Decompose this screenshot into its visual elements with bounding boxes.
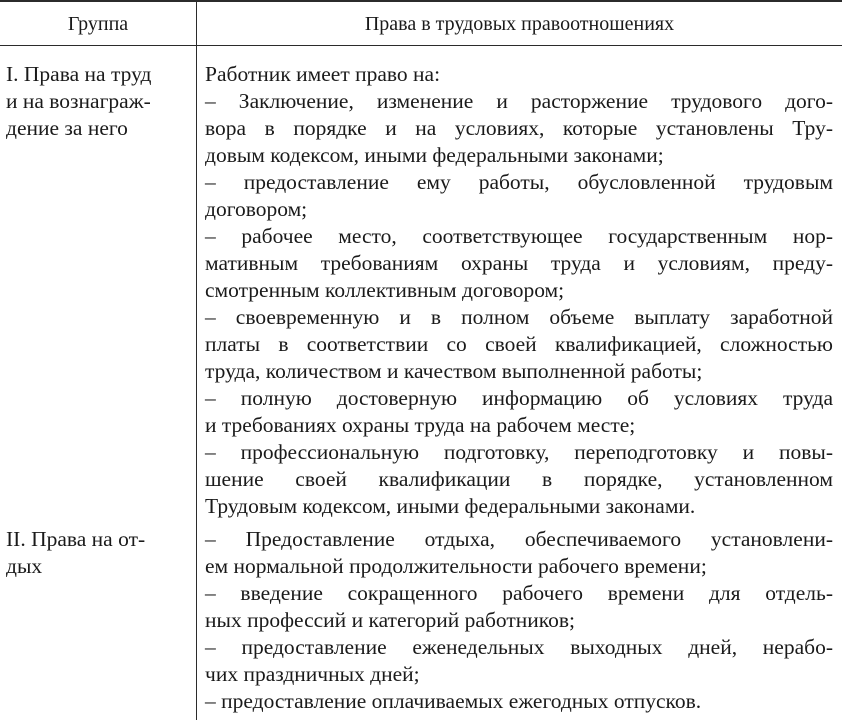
rights-line: – профессиональную подготовку, переподготовку и повы-	[205, 440, 833, 464]
rights-line: – Заключение, изменение и расторжение трудового дого-	[205, 89, 833, 113]
rights-line: – рабочее место, соответствующее государственным нор-	[205, 224, 833, 248]
rights-line: вора в порядке и на условиях, которые установлены Тру-	[205, 116, 833, 140]
table-top-border	[0, 0, 842, 2]
column-header-group: Группа	[67, 12, 129, 35]
rights-line: – введение сокращенного рабочего времени для отдель-	[205, 581, 833, 605]
header-divider	[0, 45, 842, 46]
rights-line: смотренным коллективным договором;	[205, 278, 565, 302]
group-1-line-1: I. Права на труд	[6, 62, 152, 86]
rights-line: труда, количеством и качеством выполненной работы;	[205, 359, 703, 383]
rights-line: мативным требованиям охраны труда и условиям, преду-	[205, 251, 833, 275]
rights-line: – полную достоверную информацию об условиях труда	[205, 386, 833, 410]
rights-line: платы в соответствии со своей квалификацией, сложностью	[205, 332, 833, 356]
group-2-line-1: II. Права на от-	[6, 527, 146, 551]
rights-line: – своевременную и в полном объеме выплату заработной	[205, 305, 833, 329]
rights-line: – Предоставление отдыха, обеспечиваемого установлени-	[205, 527, 833, 551]
rights-line: шение своей квалификации в порядке, установленном	[205, 467, 833, 491]
rights-line: – предоставление оплачиваемых ежегодных отпусков.	[205, 689, 702, 713]
rights-line: чих праздничных дней;	[205, 662, 420, 686]
rights-line: ем нормальной продолжительности рабочего времени;	[205, 554, 707, 578]
rights-line: – предоставление ему работы, обусловленной трудовым	[205, 170, 833, 194]
column-divider	[196, 0, 197, 720]
rights-line: ных профессий и категорий работников;	[205, 608, 575, 632]
rights-line: и требованиях охраны труда на рабочем месте;	[205, 413, 636, 437]
column-header-rights: Права в трудовых правоотношениях	[364, 12, 675, 35]
rights-line: Трудовым кодексом, иными федеральными законами.	[205, 494, 696, 518]
group-1-line-2: и на вознаграж-	[6, 89, 151, 113]
rights-line: договором;	[205, 197, 308, 221]
rights-line: Работник имеет право на:	[205, 62, 441, 86]
group-1-line-3: дение за него	[6, 116, 128, 140]
rights-line: довым кодексом, иными федеральными законами;	[205, 143, 664, 167]
rights-line: – предоставление еженедельных выходных дней, нерабо-	[205, 635, 833, 659]
group-2-line-2: дых	[6, 554, 43, 578]
